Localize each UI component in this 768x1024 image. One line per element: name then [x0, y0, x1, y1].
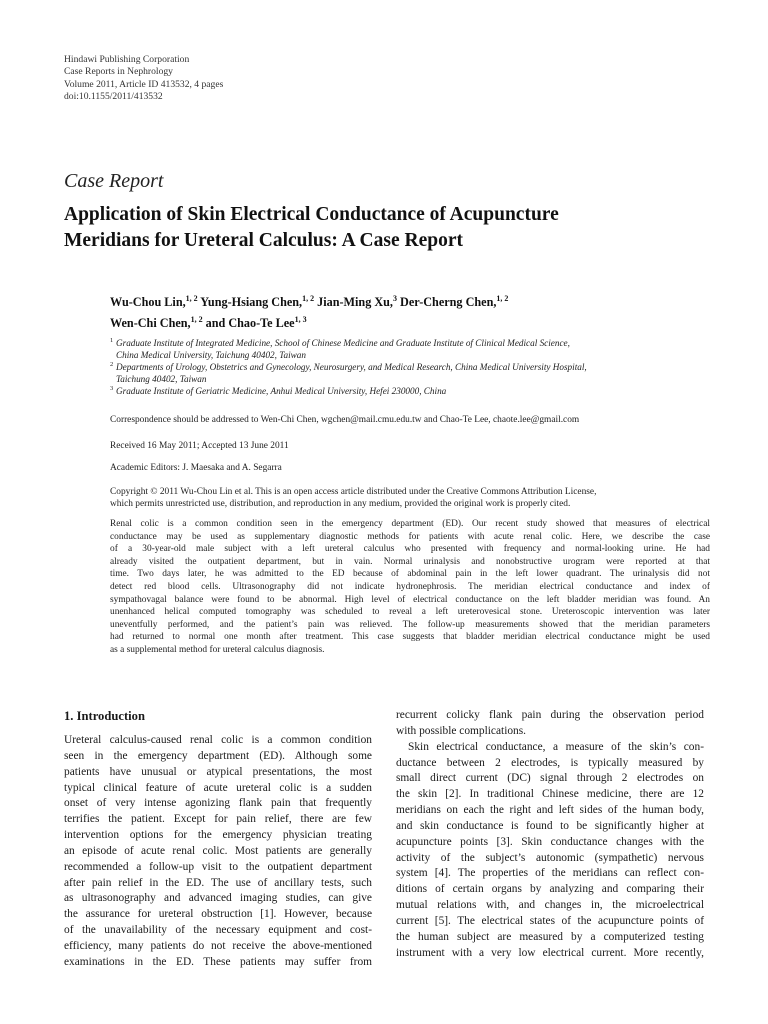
text-line: acupuncture points [3]. Skin conductance changes with the: [396, 835, 704, 848]
author-name: Wu-Chou Lin,: [110, 295, 186, 310]
affiliations: [110, 338, 710, 399]
author-line: [110, 311, 730, 332]
correspondence: Correspondence should be addressed to Wen-Chi Chen, wgchen@mail.cmu.edu.tw and Chao-Te Lee, chaote.lee@gmail.com: [110, 415, 580, 425]
text-line: as ultrasonography and advanced imaging studies, can give: [64, 892, 372, 905]
journal-name: Case Reports in Nephrology: [64, 66, 173, 78]
text-line: small direct current (DC) signal through 2 electrodes on: [396, 772, 704, 785]
affiliation-line: China Medical University, Taichung 40402, Taiwan: [116, 349, 306, 360]
text-line: after pain relief in the ED. The use of ancillary tests, such: [64, 876, 372, 889]
author-name: Wen-Chi Chen,: [110, 316, 191, 331]
affiliation: [110, 362, 710, 385]
abstract-line: had returned to normal one month after treatment. This case suggests that bladder meridian electrical conductance might be used: [110, 632, 710, 643]
author-affil-ref: 1, 2: [185, 294, 198, 303]
abstract-line: of a 30-year-old male subject with a left ureteral calculus who presented with frequency and normal-looking urine. He had: [110, 544, 710, 555]
section-heading: 1. Introduction: [64, 709, 145, 723]
copyright-line: Copyright © 2011 Wu-Chou Lin et al. This is an open access article distributed under the Creative Commons Attribution License,: [110, 487, 597, 497]
text-line: an episode of acute renal colic. Most patients are generally: [64, 844, 372, 857]
text-line: Skin electrical conductance, a measure of the skin’s con-: [408, 740, 704, 753]
text-line: the assurance for ureteral obstruction [1]. However, because: [64, 908, 372, 921]
title-line: Application of Skin Electrical Conductance of Acupuncture: [64, 204, 559, 225]
abstract-line: detect red blood cells. Ultrasonography did not indicate hydronephrosis. The meridian electrical conductance and index of: [110, 581, 710, 592]
left-column: [64, 708, 372, 971]
text-line: ductance between 2 electrodes, is typically measured by: [396, 756, 704, 769]
academic-editors: Academic Editors: J. Maesaka and A. Segarra: [110, 463, 282, 473]
text-line: of the unavailability of the necessary equipment and cost-: [64, 924, 372, 937]
text-line: instrument with a very low electrical current. More recently,: [396, 946, 704, 959]
text-line: mutual relations with, and changes in, the microelectrical: [396, 899, 704, 912]
copyright: [110, 486, 710, 511]
abstract-line: uneventfully performed, and the patient’s pain was relieved. The follow-up measurements showed that the meridian parameters: [110, 619, 710, 630]
text-line: the human subject are measured by a computerized testing: [396, 930, 704, 943]
abstract-line: unenhanced helical computed tomography was scheduled to reveal a left ureterovesical stone. Ureteroscopic intervention was later: [110, 607, 710, 618]
author-affil-ref: 1, 2: [496, 294, 509, 303]
abstract-line: Renal colic is a common condition seen in the emergency department (ED). Our recent study showed that measures of electrical: [110, 519, 710, 529]
affiliation-number: 1: [110, 337, 114, 344]
text-line: Ureteral calculus-caused renal colic is a common condition: [64, 734, 372, 746]
abstract-line: as a supplemental method for ureteral calculus diagnosis.: [110, 644, 325, 655]
author-line: [110, 290, 730, 311]
copyright-line: which permits unrestricted use, distribution, and reproduction in any medium, provided the original work is properly cited.: [110, 499, 571, 510]
text-line: activity of the subject’s autonomic (sympathetic) nervous: [396, 851, 704, 864]
text-line: onset of very intense agonizing flank pain that frequently: [64, 797, 372, 810]
abstract-line: conductance may be used as supplementary diagnostic methods for patients with acute renal colic. Here, we describe the case: [110, 531, 710, 542]
title-line: Meridians for Ureteral Calculus: A Case Report: [64, 230, 463, 251]
author-affil-ref: 1, 3: [294, 315, 307, 325]
author-list: [110, 290, 730, 332]
affiliation-line: Graduate Institute of Geriatric Medicine, Anhui Medical University, Hefei 230000, China: [116, 386, 447, 397]
intro-paragraph-continued: [396, 708, 704, 740]
text-line: system [4]. The properties of the meridians can reflect con-: [396, 867, 704, 880]
abstract-line: time. Two days later, he was admitted to the ED because of abdominal pain in the left lower quadrant. The urinalysis did not: [110, 569, 710, 580]
author-affil-ref: 3: [392, 294, 397, 303]
doi: doi:10.1155/2011/413532: [64, 91, 163, 103]
text-line: recurrent colicky flank pain during the observation period: [396, 709, 704, 721]
journal-header: [64, 54, 223, 104]
text-line: examinations in the ED. These patients may suffer from: [64, 955, 372, 968]
author-affil-ref: 1, 2: [190, 315, 203, 325]
text-line: patients have unusual or atypical presentations, the most: [64, 765, 372, 778]
article-kind: Case Report: [64, 170, 164, 192]
author-name: Der-Cherng Chen,: [396, 295, 497, 310]
affiliation-line: Taichung 40402, Taiwan: [116, 373, 207, 384]
text-line: terrifies the patient. Except for pain relief, there are few: [64, 813, 372, 826]
affiliation-line: Departments of Urology, Obstetrics and Gynecology, Neurosurgery, and Medical Research, China Medical University Hospital,: [116, 362, 587, 373]
affiliation-line: Graduate Institute of Integrated Medicine, School of Chinese Medicine and Graduate Institute of Clinical Medical Science,: [116, 338, 570, 348]
affiliation: [110, 386, 710, 398]
affiliation: [110, 338, 710, 361]
text-line: seen in the emergency department (ED). Although some: [64, 749, 372, 762]
author-affil-ref: 1, 2: [302, 294, 315, 303]
text-line: the skin [2]. In traditional Chinese medicine, there are 12: [396, 788, 704, 801]
publisher: Hindawi Publishing Corporation: [64, 54, 190, 65]
author-name: Jian-Ming Xu,: [314, 295, 393, 310]
received-date: Received 16 May 2011; Accepted 13 June 2011: [110, 441, 289, 451]
affiliation-number: 3: [110, 385, 114, 393]
article-title: [64, 202, 724, 254]
author-name: Yung-Hsiang Chen,: [197, 295, 303, 310]
text-line: with possible complications.: [396, 724, 527, 737]
author-name: and Chao-Te Lee: [202, 316, 295, 331]
skin-conductance-paragraph: [396, 740, 704, 962]
abstract-line: sympathovagal balance were found to be abnormal. High level of electrical conductance on the left bladder meridian was found. An: [110, 594, 710, 605]
abstract-line: already visited the outpatient department, but in vain. Normal urinalysis and nonobstructive urogram were reported at that: [110, 556, 710, 567]
text-line: and skin conductance is found to be significantly higher at: [396, 819, 704, 832]
text-line: typical clinical feature of acute ureteral colic is a sudden: [64, 781, 372, 794]
text-line: efficiency, many patients do not receive the above-mentioned: [64, 939, 372, 952]
text-line: intervention options for the emergency physician treating: [64, 829, 372, 842]
affiliation-number: 2: [110, 361, 114, 369]
text-line: ditions of certain organs by analyzing and comparing their: [396, 883, 704, 896]
intro-paragraph: [64, 733, 372, 971]
text-line: recommended a follow-up visit to the outpatient department: [64, 860, 372, 873]
text-line: meridians on each the right and left sides of the human body,: [396, 804, 704, 817]
abstract: [110, 518, 710, 657]
text-line: current [5]. The electrical states of the acupuncture points of: [396, 914, 704, 927]
right-column: [396, 708, 704, 962]
volume-info: Volume 2011, Article ID 413532, 4 pages: [64, 78, 224, 90]
